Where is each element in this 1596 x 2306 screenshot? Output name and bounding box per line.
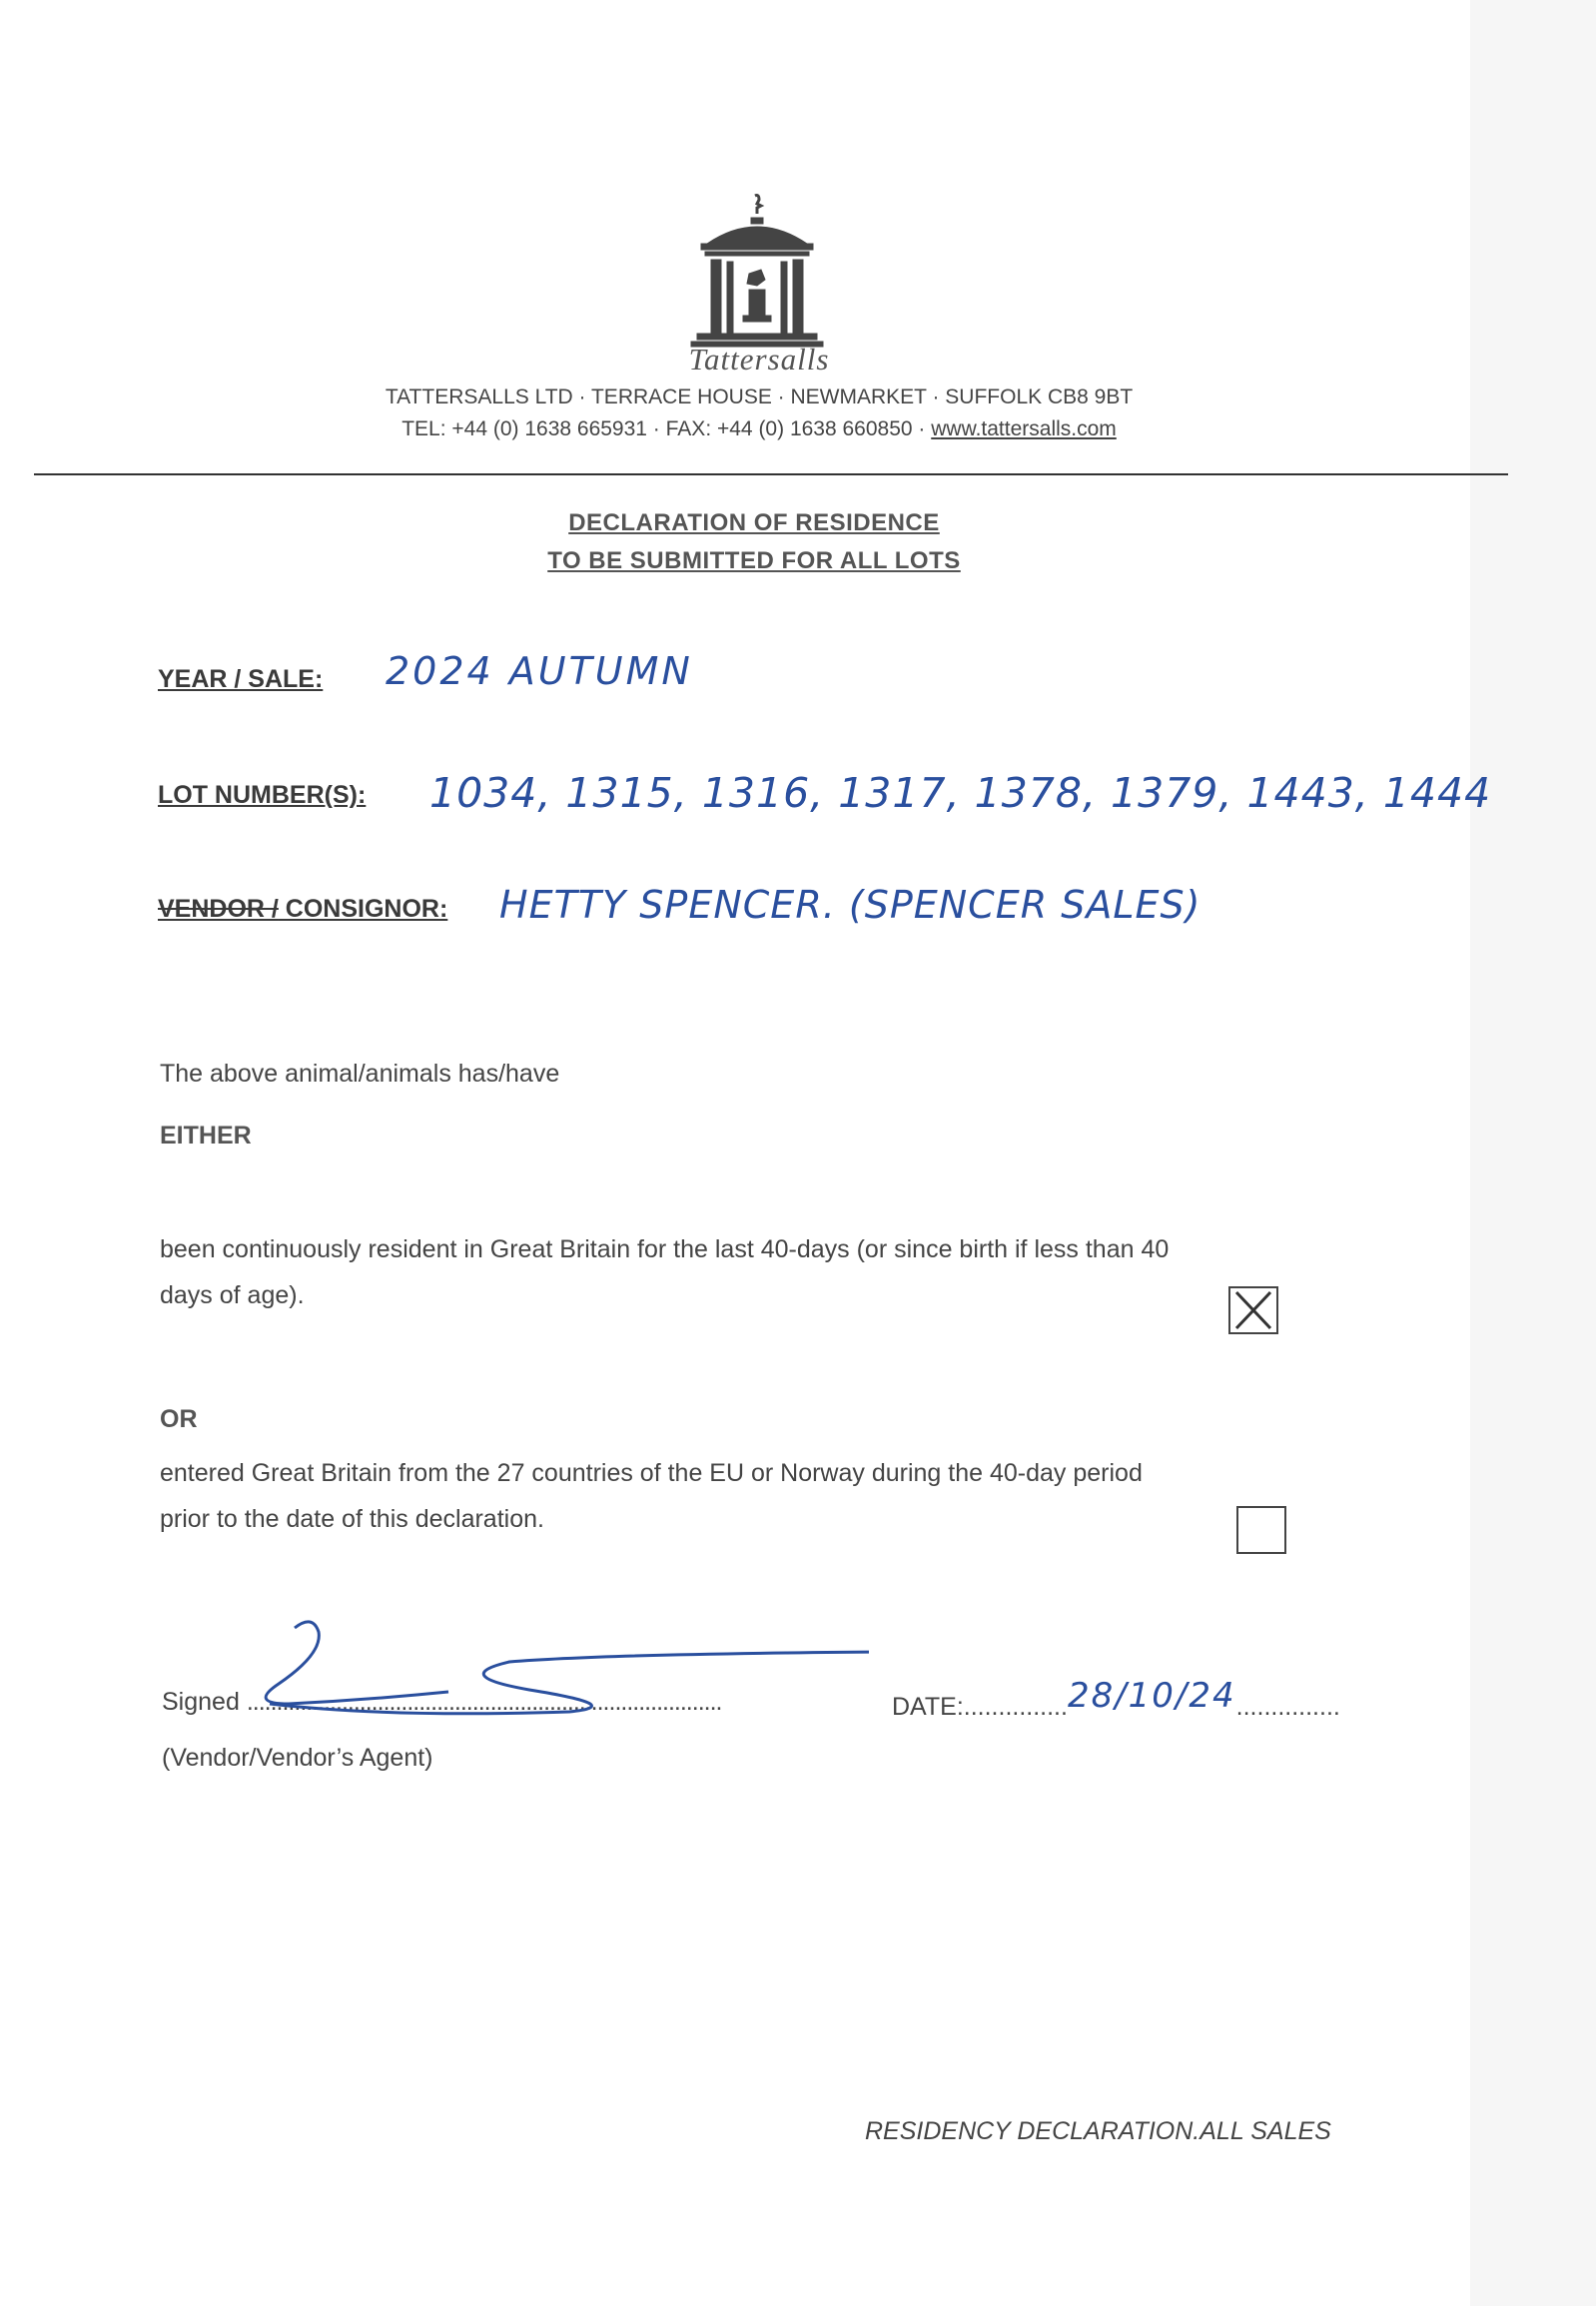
signer-role: (Vendor/Vendor’s Agent) bbox=[162, 1744, 433, 1772]
lot-numbers-label: LOT NUMBER(S): bbox=[158, 781, 367, 809]
check-x-icon bbox=[1230, 1288, 1276, 1332]
date-value[interactable]: 28/10/24 bbox=[1067, 1676, 1236, 1716]
form-title: DECLARATION OF RESIDENCE bbox=[568, 509, 940, 536]
consignor-label-text: CONSIGNOR: bbox=[278, 895, 448, 923]
lot-numbers-value[interactable]: 1034, 1315, 1316, 1317, 1378, 1379, 1443, 1444 bbox=[429, 769, 1492, 817]
date-label: DATE: bbox=[892, 1693, 964, 1721]
option2-line2: prior to the date of this declaration. bbox=[160, 1505, 544, 1533]
website-link[interactable]: www.tattersalls.com bbox=[931, 417, 1117, 440]
option1-checkbox[interactable] bbox=[1228, 1286, 1278, 1334]
signed-label: Signed bbox=[162, 1688, 240, 1716]
year-sale-value[interactable]: 2024 AUTUMN bbox=[386, 649, 693, 693]
vendor-label-struck: VENDOR / bbox=[158, 895, 279, 923]
company-contact bbox=[0, 417, 1518, 441]
date-line bbox=[892, 1676, 1340, 1724]
contact-numbers: TEL: +44 (0) 1638 665931 · FAX: +44 (0) 1638 660850 · bbox=[401, 417, 932, 440]
or-label: OR bbox=[160, 1405, 198, 1433]
brand-name: Tattersalls bbox=[688, 342, 830, 377]
option1-line2: days of age). bbox=[160, 1281, 305, 1309]
form-footer: RESIDENCY DECLARATION.ALL SALES bbox=[865, 2117, 1331, 2145]
date-dots-before: ............... bbox=[963, 1693, 1068, 1721]
option2-line1: entered Great Britain from the 27 countries of the EU or Norway during the 40-day period bbox=[160, 1459, 1143, 1487]
form-subtitle: TO BE SUBMITTED FOR ALL LOTS bbox=[547, 547, 961, 574]
signed-dots: ................................................................................ bbox=[246, 1688, 722, 1716]
header-divider bbox=[34, 473, 1508, 475]
company-address: TATTERSALLS LTD · TERRACE HOUSE · NEWMARKET · SUFFOLK CB8 9BT bbox=[385, 385, 1134, 408]
year-sale-label: YEAR / SALE: bbox=[158, 665, 324, 693]
signature-scribble[interactable] bbox=[250, 1608, 869, 1718]
either-label: EITHER bbox=[160, 1122, 252, 1150]
option1-line1: been continuously resident in Great Britain for the last 40-days (or since birth if less than 40 bbox=[160, 1235, 1170, 1263]
statement-intro: The above animal/animals has/have bbox=[160, 1060, 560, 1088]
tattersalls-logo-icon bbox=[687, 192, 827, 352]
consignor-value[interactable]: HETTY SPENCER. (SPENCER SALES) bbox=[499, 883, 1201, 927]
consignor-label bbox=[158, 895, 447, 924]
date-dots-after: ............... bbox=[1235, 1693, 1340, 1721]
option2-checkbox[interactable] bbox=[1236, 1506, 1286, 1554]
